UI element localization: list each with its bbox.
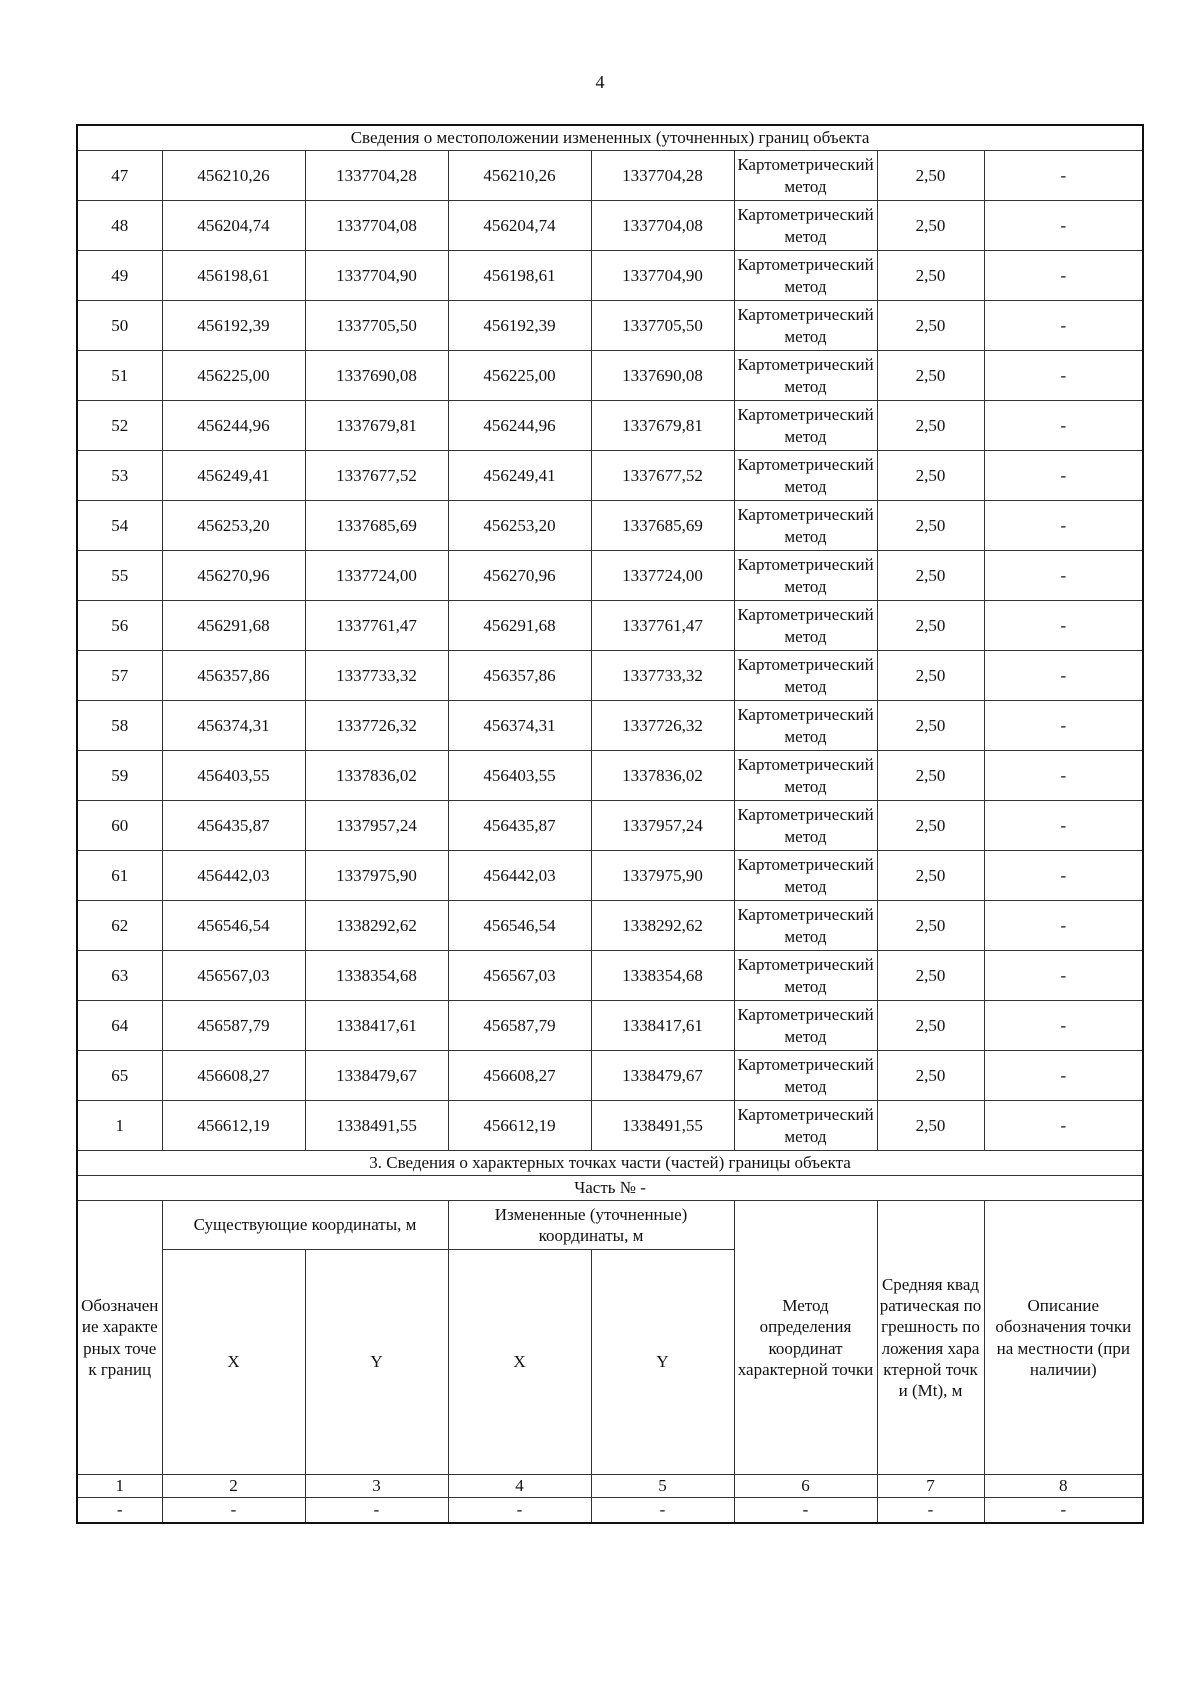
cell-mt: 2,50 [877, 651, 984, 701]
part-label: Часть № - [77, 1176, 1143, 1201]
cell-mt: 2,50 [877, 201, 984, 251]
cell-existing-y: 1337685,69 [305, 501, 448, 551]
cell-changed-y: 1337685,69 [591, 501, 734, 551]
cell-changed-x: 456612,19 [448, 1101, 591, 1151]
cell-method: Картометрический метод [734, 851, 877, 901]
column-number: 3 [305, 1475, 448, 1498]
cell-existing-x: 456225,00 [162, 351, 305, 401]
empty-cell: - [877, 1498, 984, 1524]
column-number: 1 [77, 1475, 162, 1498]
cell-point-number: 60 [77, 801, 162, 851]
empty-data-row [77, 1498, 1143, 1524]
cell-method: Картометрический метод [734, 1001, 877, 1051]
cell-existing-y: 1337690,08 [305, 351, 448, 401]
cell-description: - [984, 1101, 1143, 1151]
cell-changed-y: 1338417,61 [591, 1001, 734, 1051]
cell-point-number: 55 [77, 551, 162, 601]
cell-point-number: 53 [77, 451, 162, 501]
cell-mt: 2,50 [877, 451, 984, 501]
cell-existing-y: 1337704,90 [305, 251, 448, 301]
header-method: Метод определения координат характерной точки [734, 1201, 877, 1475]
cell-existing-x: 456192,39 [162, 301, 305, 351]
cell-existing-y: 1337704,28 [305, 151, 448, 201]
cell-changed-y: 1337677,52 [591, 451, 734, 501]
table-row [77, 1101, 1143, 1151]
cell-existing-x: 456253,20 [162, 501, 305, 551]
table-row [77, 651, 1143, 701]
cell-changed-y: 1338491,55 [591, 1101, 734, 1151]
cell-description: - [984, 701, 1143, 751]
cell-existing-y: 1338292,62 [305, 901, 448, 951]
cell-method: Картометрический метод [734, 751, 877, 801]
cell-existing-x: 456270,96 [162, 551, 305, 601]
cell-mt: 2,50 [877, 901, 984, 951]
cell-point-number: 54 [77, 501, 162, 551]
cell-mt: 2,50 [877, 251, 984, 301]
cell-point-number: 57 [77, 651, 162, 701]
empty-cell: - [77, 1498, 162, 1524]
header-changed-y: Y [591, 1250, 734, 1475]
cell-existing-x: 456546,54 [162, 901, 305, 951]
empty-cell: - [448, 1498, 591, 1524]
header-mt: Средняя квадратическая погрешность положения характерной точки (Mt), м [877, 1201, 984, 1475]
cell-method: Картометрический метод [734, 351, 877, 401]
cell-method: Картометрический метод [734, 901, 877, 951]
cell-point-number: 64 [77, 1001, 162, 1051]
cell-changed-y: 1338479,67 [591, 1051, 734, 1101]
cell-changed-y: 1338292,62 [591, 901, 734, 951]
cell-description: - [984, 501, 1143, 551]
cell-existing-x: 456587,79 [162, 1001, 305, 1051]
cell-mt: 2,50 [877, 751, 984, 801]
cell-point-number: 65 [77, 1051, 162, 1101]
cell-existing-y: 1337724,00 [305, 551, 448, 601]
cell-point-number: 52 [77, 401, 162, 451]
table-row [77, 351, 1143, 401]
cell-point-number: 63 [77, 951, 162, 1001]
column-numbers-row [77, 1475, 1143, 1498]
cell-mt: 2,50 [877, 1001, 984, 1051]
cell-existing-x: 456435,87 [162, 801, 305, 851]
column-number: 2 [162, 1475, 305, 1498]
cell-mt: 2,50 [877, 1051, 984, 1101]
cell-changed-y: 1337726,32 [591, 701, 734, 751]
cell-changed-y: 1337836,02 [591, 751, 734, 801]
cell-mt: 2,50 [877, 301, 984, 351]
cell-method: Картометрический метод [734, 251, 877, 301]
header-existing-y: Y [305, 1250, 448, 1475]
cell-existing-y: 1337975,90 [305, 851, 448, 901]
cell-changed-x: 456442,03 [448, 851, 591, 901]
cell-method: Картометрический метод [734, 701, 877, 751]
cell-existing-y: 1338354,68 [305, 951, 448, 1001]
table-row [77, 701, 1143, 751]
cell-existing-x: 456244,96 [162, 401, 305, 451]
cell-method: Картометрический метод [734, 1101, 877, 1151]
cell-point-number: 49 [77, 251, 162, 301]
cell-description: - [984, 551, 1143, 601]
cell-existing-x: 456357,86 [162, 651, 305, 701]
table-row [77, 551, 1143, 601]
cell-existing-y: 1338417,61 [305, 1001, 448, 1051]
cell-changed-x: 456546,54 [448, 901, 591, 951]
cell-changed-x: 456435,87 [448, 801, 591, 851]
cell-existing-y: 1337957,24 [305, 801, 448, 851]
cell-changed-x: 456225,00 [448, 351, 591, 401]
cell-existing-y: 1337726,32 [305, 701, 448, 751]
cell-existing-y: 1337761,47 [305, 601, 448, 651]
column-number: 6 [734, 1475, 877, 1498]
cell-mt: 2,50 [877, 401, 984, 451]
cell-existing-x: 456210,26 [162, 151, 305, 201]
cell-changed-x: 456608,27 [448, 1051, 591, 1101]
cell-description: - [984, 801, 1143, 851]
cell-changed-x: 456587,79 [448, 1001, 591, 1051]
cell-existing-x: 456198,61 [162, 251, 305, 301]
cell-method: Картометрический метод [734, 501, 877, 551]
cell-existing-x: 456608,27 [162, 1051, 305, 1101]
cell-description: - [984, 151, 1143, 201]
column-number: 7 [877, 1475, 984, 1498]
cell-description: - [984, 251, 1143, 301]
cell-method: Картометрический метод [734, 951, 877, 1001]
cell-changed-y: 1337724,00 [591, 551, 734, 601]
cell-method: Картометрический метод [734, 451, 877, 501]
cell-point-number: 62 [77, 901, 162, 951]
cell-method: Картометрический метод [734, 1051, 877, 1101]
column-number: 8 [984, 1475, 1143, 1498]
table-row [77, 851, 1143, 901]
cell-changed-x: 456567,03 [448, 951, 591, 1001]
empty-cell: - [305, 1498, 448, 1524]
table-row [77, 201, 1143, 251]
cell-point-number: 48 [77, 201, 162, 251]
table-row [77, 1001, 1143, 1051]
column-number: 4 [448, 1475, 591, 1498]
cell-mt: 2,50 [877, 851, 984, 901]
cell-description: - [984, 651, 1143, 701]
section3-title: 3. Сведения о характерных точках части (частей) границы объекта [77, 1151, 1143, 1176]
table-row [77, 901, 1143, 951]
cell-mt: 2,50 [877, 601, 984, 651]
cell-changed-x: 456270,96 [448, 551, 591, 601]
cell-method: Картометрический метод [734, 151, 877, 201]
cell-description: - [984, 1001, 1143, 1051]
cell-existing-y: 1337705,50 [305, 301, 448, 351]
cell-changed-y: 1337704,28 [591, 151, 734, 201]
table-row [77, 401, 1143, 451]
cell-description: - [984, 851, 1143, 901]
cell-method: Картометрический метод [734, 651, 877, 701]
cell-changed-x: 456198,61 [448, 251, 591, 301]
table-row [77, 151, 1143, 201]
cell-changed-y: 1337704,90 [591, 251, 734, 301]
cell-existing-x: 456612,19 [162, 1101, 305, 1151]
cell-description: - [984, 601, 1143, 651]
header-changed-coords: Измененные (уточненные) координаты, м [448, 1201, 734, 1250]
cell-description: - [984, 751, 1143, 801]
cell-changed-x: 456403,55 [448, 751, 591, 801]
cell-existing-y: 1337704,08 [305, 201, 448, 251]
cell-description: - [984, 351, 1143, 401]
cell-changed-y: 1337957,24 [591, 801, 734, 851]
cell-changed-y: 1337690,08 [591, 351, 734, 401]
cell-changed-y: 1337679,81 [591, 401, 734, 451]
cell-mt: 2,50 [877, 1101, 984, 1151]
empty-cell: - [734, 1498, 877, 1524]
section-title: Сведения о местоположении измененных (уточненных) границ объекта [77, 125, 1143, 151]
cell-changed-x: 456291,68 [448, 601, 591, 651]
table-row [77, 501, 1143, 551]
cell-changed-y: 1337761,47 [591, 601, 734, 651]
cell-existing-y: 1338479,67 [305, 1051, 448, 1101]
cell-mt: 2,50 [877, 951, 984, 1001]
header-existing-coords: Существующие координаты, м [162, 1201, 448, 1250]
cell-existing-x: 456249,41 [162, 451, 305, 501]
cell-mt: 2,50 [877, 151, 984, 201]
cell-changed-x: 456249,41 [448, 451, 591, 501]
cell-existing-x: 456403,55 [162, 751, 305, 801]
cell-mt: 2,50 [877, 351, 984, 401]
cell-description: - [984, 301, 1143, 351]
empty-cell: - [984, 1498, 1143, 1524]
cell-point-number: 58 [77, 701, 162, 751]
table-row [77, 451, 1143, 501]
cell-point-number: 61 [77, 851, 162, 901]
column-number: 5 [591, 1475, 734, 1498]
cell-method: Картометрический метод [734, 601, 877, 651]
cell-mt: 2,50 [877, 801, 984, 851]
cell-changed-y: 1337733,32 [591, 651, 734, 701]
table-row [77, 301, 1143, 351]
cell-mt: 2,50 [877, 501, 984, 551]
cell-existing-x: 456291,68 [162, 601, 305, 651]
cell-point-number: 47 [77, 151, 162, 201]
cell-description: - [984, 901, 1143, 951]
cell-point-number: 51 [77, 351, 162, 401]
table-row [77, 601, 1143, 651]
empty-cell: - [591, 1498, 734, 1524]
table-row [77, 801, 1143, 851]
cell-changed-x: 456192,39 [448, 301, 591, 351]
table-row [77, 951, 1143, 1001]
cell-point-number: 56 [77, 601, 162, 651]
cell-method: Картометрический метод [734, 801, 877, 851]
cell-changed-y: 1338354,68 [591, 951, 734, 1001]
cell-existing-y: 1337679,81 [305, 401, 448, 451]
cell-changed-x: 456357,86 [448, 651, 591, 701]
cell-existing-y: 1337677,52 [305, 451, 448, 501]
cell-existing-y: 1337733,32 [305, 651, 448, 701]
header-point-label: Обозначение характерных точек границ [77, 1201, 162, 1475]
cell-mt: 2,50 [877, 701, 984, 751]
cell-changed-y: 1337975,90 [591, 851, 734, 901]
table-row [77, 251, 1143, 301]
cell-changed-x: 456204,74 [448, 201, 591, 251]
header-existing-x: X [162, 1250, 305, 1475]
cell-point-number: 1 [77, 1101, 162, 1151]
cell-point-number: 50 [77, 301, 162, 351]
cell-method: Картометрический метод [734, 401, 877, 451]
header-description: Описание обозначения точки на местности (при наличии) [984, 1201, 1143, 1475]
header-changed-x: X [448, 1250, 591, 1475]
cell-description: - [984, 951, 1143, 1001]
table-row [77, 1051, 1143, 1101]
cell-method: Картометрический метод [734, 301, 877, 351]
empty-cell: - [162, 1498, 305, 1524]
cell-description: - [984, 401, 1143, 451]
boundary-points-table [76, 124, 1144, 1524]
cell-method: Картометрический метод [734, 551, 877, 601]
cell-changed-x: 456210,26 [448, 151, 591, 201]
cell-changed-y: 1337704,08 [591, 201, 734, 251]
cell-changed-x: 456374,31 [448, 701, 591, 751]
cell-existing-x: 456567,03 [162, 951, 305, 1001]
cell-existing-y: 1337836,02 [305, 751, 448, 801]
table-row [77, 751, 1143, 801]
cell-method: Картометрический метод [734, 201, 877, 251]
cell-existing-x: 456442,03 [162, 851, 305, 901]
cell-description: - [984, 451, 1143, 501]
cell-mt: 2,50 [877, 551, 984, 601]
page-number: 4 [595, 72, 605, 92]
cell-description: - [984, 1051, 1143, 1101]
cell-existing-x: 456204,74 [162, 201, 305, 251]
cell-existing-x: 456374,31 [162, 701, 305, 751]
cell-existing-y: 1338491,55 [305, 1101, 448, 1151]
cell-changed-y: 1337705,50 [591, 301, 734, 351]
cell-description: - [984, 201, 1143, 251]
cell-changed-x: 456244,96 [448, 401, 591, 451]
cell-changed-x: 456253,20 [448, 501, 591, 551]
cell-point-number: 59 [77, 751, 162, 801]
